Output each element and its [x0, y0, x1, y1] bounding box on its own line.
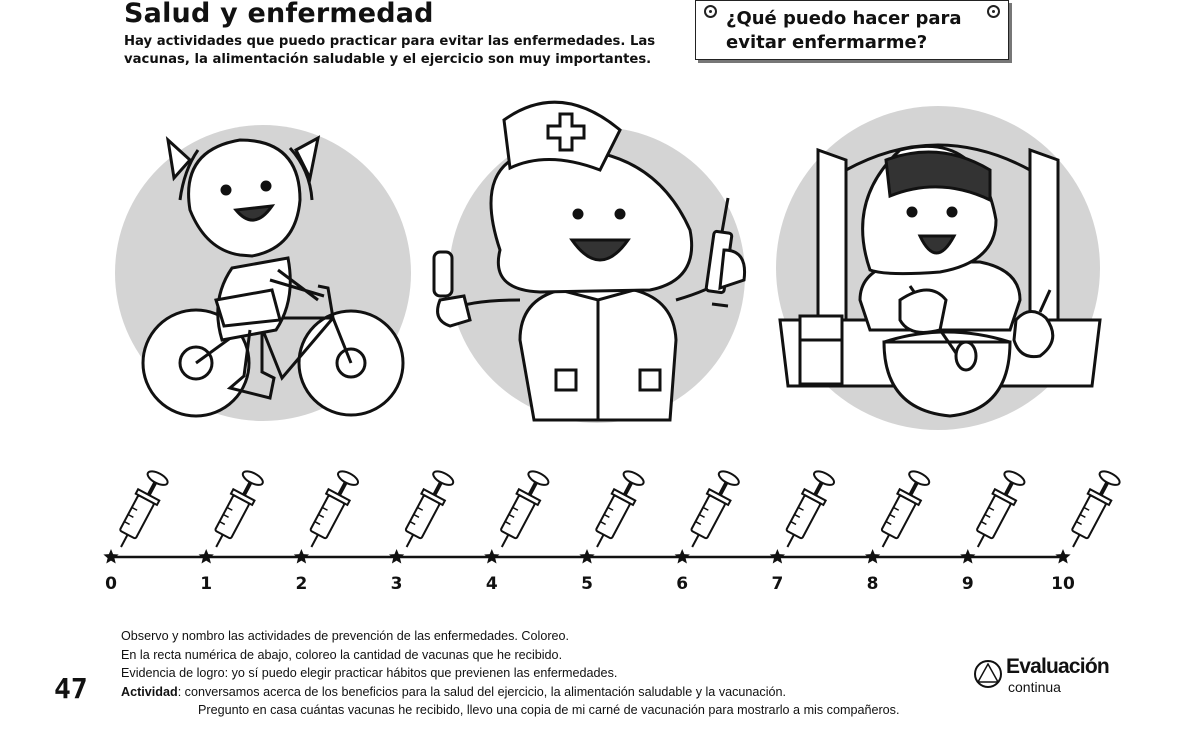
- badge-subtitle: continua: [1008, 679, 1061, 695]
- tick-label: 3: [390, 574, 403, 594]
- tick-label: 8: [866, 574, 879, 594]
- question-line-2: evitar enfermarme?: [726, 32, 928, 53]
- tick-label: 4: [485, 574, 498, 594]
- activity-label: Actividad: [121, 684, 178, 699]
- syringe-icon[interactable]: [967, 468, 1027, 553]
- evaluation-badge: [972, 655, 1112, 695]
- tick-label: 9: [961, 574, 974, 594]
- instruction-line-3: Evidencia de logro: yo sí puedo elegir practicar hábitos que previenen las enfermedades.: [121, 666, 618, 680]
- question-line-1: ¿Qué puedo hacer para: [726, 8, 962, 29]
- syringe-icon[interactable]: [872, 468, 932, 553]
- instruction-line-1: Observo y nombro las actividades de prevención de las enfermedades. Coloreo.: [121, 629, 570, 643]
- badge-title: Evaluación: [1006, 655, 1109, 678]
- tick-label: 1: [200, 574, 213, 594]
- syringe-icon[interactable]: [206, 468, 266, 553]
- tick-label: 5: [581, 574, 593, 594]
- activity-line: [121, 683, 899, 702]
- tick-star-icon: [199, 549, 214, 564]
- syringe-icon[interactable]: [491, 468, 551, 553]
- syringe-icon[interactable]: [301, 468, 361, 553]
- intro-text: Hay actividades que puedo practicar para evitar las enfermedades. Las vacunas, la alimentación saludable y el ejercicio son muy importantes.: [124, 34, 656, 67]
- syringe-icon[interactable]: [396, 468, 456, 553]
- tick-label: 0: [105, 574, 117, 594]
- tick-label: 10: [1051, 574, 1075, 594]
- syringe-row: [110, 468, 1122, 553]
- tick-star-icon: [579, 549, 594, 564]
- tick-star-icon: [770, 549, 785, 564]
- tick-star-icon: [484, 549, 499, 564]
- instructions: [121, 627, 899, 720]
- instruction-line-2: En la recta numérica de abajo, coloreo la cantidad de vacunas que he recibido.: [121, 647, 563, 662]
- tick-label: 6: [676, 574, 689, 594]
- syringe-icon[interactable]: [777, 468, 837, 553]
- syringe-icon[interactable]: [586, 468, 646, 553]
- page-title: Salud y enfermedad: [124, 0, 434, 29]
- syringe-icon[interactable]: [1062, 468, 1122, 553]
- tick-star-icon: [865, 549, 880, 564]
- tick-label: 7: [771, 574, 784, 594]
- tick-star-icon: [103, 549, 118, 564]
- tick-star-icon: [294, 549, 309, 564]
- syringe-icon[interactable]: [682, 468, 742, 553]
- syringe-icon[interactable]: [110, 468, 170, 553]
- activity-text: : conversamos acerca de los beneficios para la salud del ejercicio, la alimentación saludable y la vacunación.: [177, 684, 787, 699]
- activity-line-2: Pregunto en casa cuántas vacunas he recibido, llevo una copia de mi carné de vacunación para mostrarlo a mis compañeros.: [198, 703, 900, 717]
- tick-star-icon: [1055, 549, 1070, 564]
- page-number: 47: [54, 672, 88, 705]
- tick-label: 2: [295, 574, 308, 594]
- evaluation-icon: [972, 658, 1004, 690]
- tick-star-icon: [960, 549, 975, 564]
- tick-star-icon: [675, 549, 690, 564]
- tick-star-icon: [389, 549, 404, 564]
